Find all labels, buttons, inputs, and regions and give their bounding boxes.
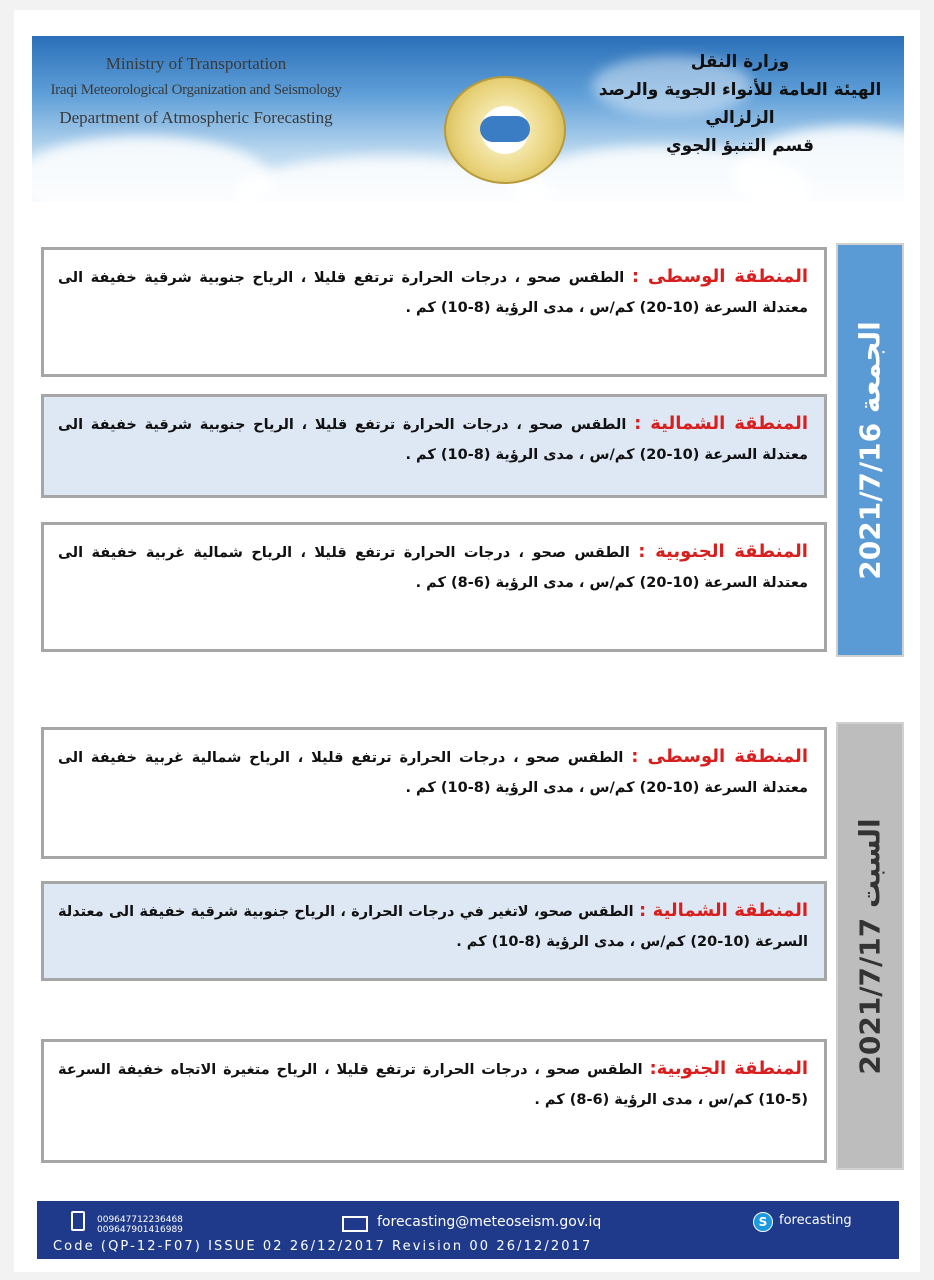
day2-forecast-north: [41, 881, 827, 981]
region-label: المنطقة الشمالية :: [634, 413, 808, 434]
forecast-text: الطقس صحو ، درجات الحرارة ترتفع قليلا ، الرياح شمالية غربية خفيفة الى معتدلة السرعة (10-20) كم/س ، مدى الرؤية (6-8) كم .: [58, 545, 808, 591]
day1-forecast-south: [41, 522, 827, 652]
forecast-text: الطقس صحو ، درجات الحرارة ترتفع قليلا ، الرياح شمالية غربية خفيفة الى معتدلة السرعة (10-20) كم/س ، مدى الرؤية (8-10) كم .: [58, 750, 808, 796]
document-code-line: Code (QP-12-F07) ISSUE 02 26/12/2017 Revision 00 26/12/2017: [53, 1239, 593, 1254]
day1-date-column: [836, 243, 904, 657]
header-english: [46, 50, 346, 131]
ministry-name-ar: وزارة النقل: [690, 52, 790, 72]
letterhead-banner: [32, 36, 904, 202]
phone-numbers: [97, 1215, 183, 1235]
day1-forecast-north: [41, 394, 827, 498]
header-arabic: [590, 48, 890, 160]
forecast-text: الطقس صحو ، درجات الحرارة ترتفع قليلا ، الرياح متغيرة الاتجاه خفيفة السرعة (5-10) كم/س ، مدى الرؤية (6-8) كم .: [58, 1062, 808, 1108]
cloud-icon: [480, 116, 530, 142]
organization-logo-icon: [444, 76, 566, 184]
region-label: المنطقة الجنوبية :: [638, 541, 808, 562]
day1-date: الجمعة 2021/7/16: [853, 320, 887, 580]
organization-name-ar: الهيئة العامة للأنواء الجوية والرصد الزلزالي: [598, 80, 882, 128]
phone-number-1: 009647712236468: [97, 1215, 183, 1225]
department-name-ar: قسم التنبؤ الجوي: [666, 136, 814, 156]
ministry-name-en: Ministry of Transportation: [105, 54, 287, 73]
department-name-en: Department of Atmospheric Forecasting: [59, 108, 333, 127]
region-label: المنطقة الشمالية :: [638, 900, 808, 921]
forecast-text: الطقس صحو، لاتغير في درجات الحرارة ، الرياح جنوبية شرقية خفيفة الى معتدلة السرعة (10-20) كم/س ، مدى الرؤية (8-10) كم .: [58, 904, 808, 950]
mail-icon: [342, 1216, 368, 1232]
footer-bar: [37, 1201, 899, 1259]
phone-number-2: 009647901416989: [97, 1225, 183, 1235]
forecast-text: الطقس صحو ، درجات الحرارة ترتفع قليلا ، الرياح جنوبية شرقية خفيفة الى معتدلة السرعة (10-20) كم/س ، مدى الرؤية (8-10) كم .: [58, 417, 808, 463]
email-link[interactable]: forecasting@meteoseism.gov.iq: [377, 1214, 602, 1230]
region-label: المنطقة الوسطى :: [631, 266, 808, 287]
day2-date: السبت 2021/7/17: [853, 817, 887, 1075]
day1-forecast-central: [41, 247, 827, 377]
region-label: المنطقة الجنوبية:: [649, 1058, 808, 1079]
region-label: المنطقة الوسطى :: [631, 746, 808, 767]
phone-icon: [71, 1211, 85, 1231]
organization-name-en: Iraqi Meteorological Organization and Seismology: [50, 82, 342, 98]
day2-forecast-central: [41, 727, 827, 859]
skype-icon: S: [753, 1212, 773, 1232]
day2-forecast-south: [41, 1039, 827, 1163]
day2-date-column: [836, 722, 904, 1170]
skype-handle[interactable]: forecasting: [779, 1213, 852, 1228]
forecast-text: الطقس صحو ، درجات الحرارة ترتفع قليلا ، الرياح جنوبية شرقية خفيفة الى معتدلة السرعة (10-20) كم/س ، مدى الرؤية (8-10) كم .: [58, 270, 808, 316]
